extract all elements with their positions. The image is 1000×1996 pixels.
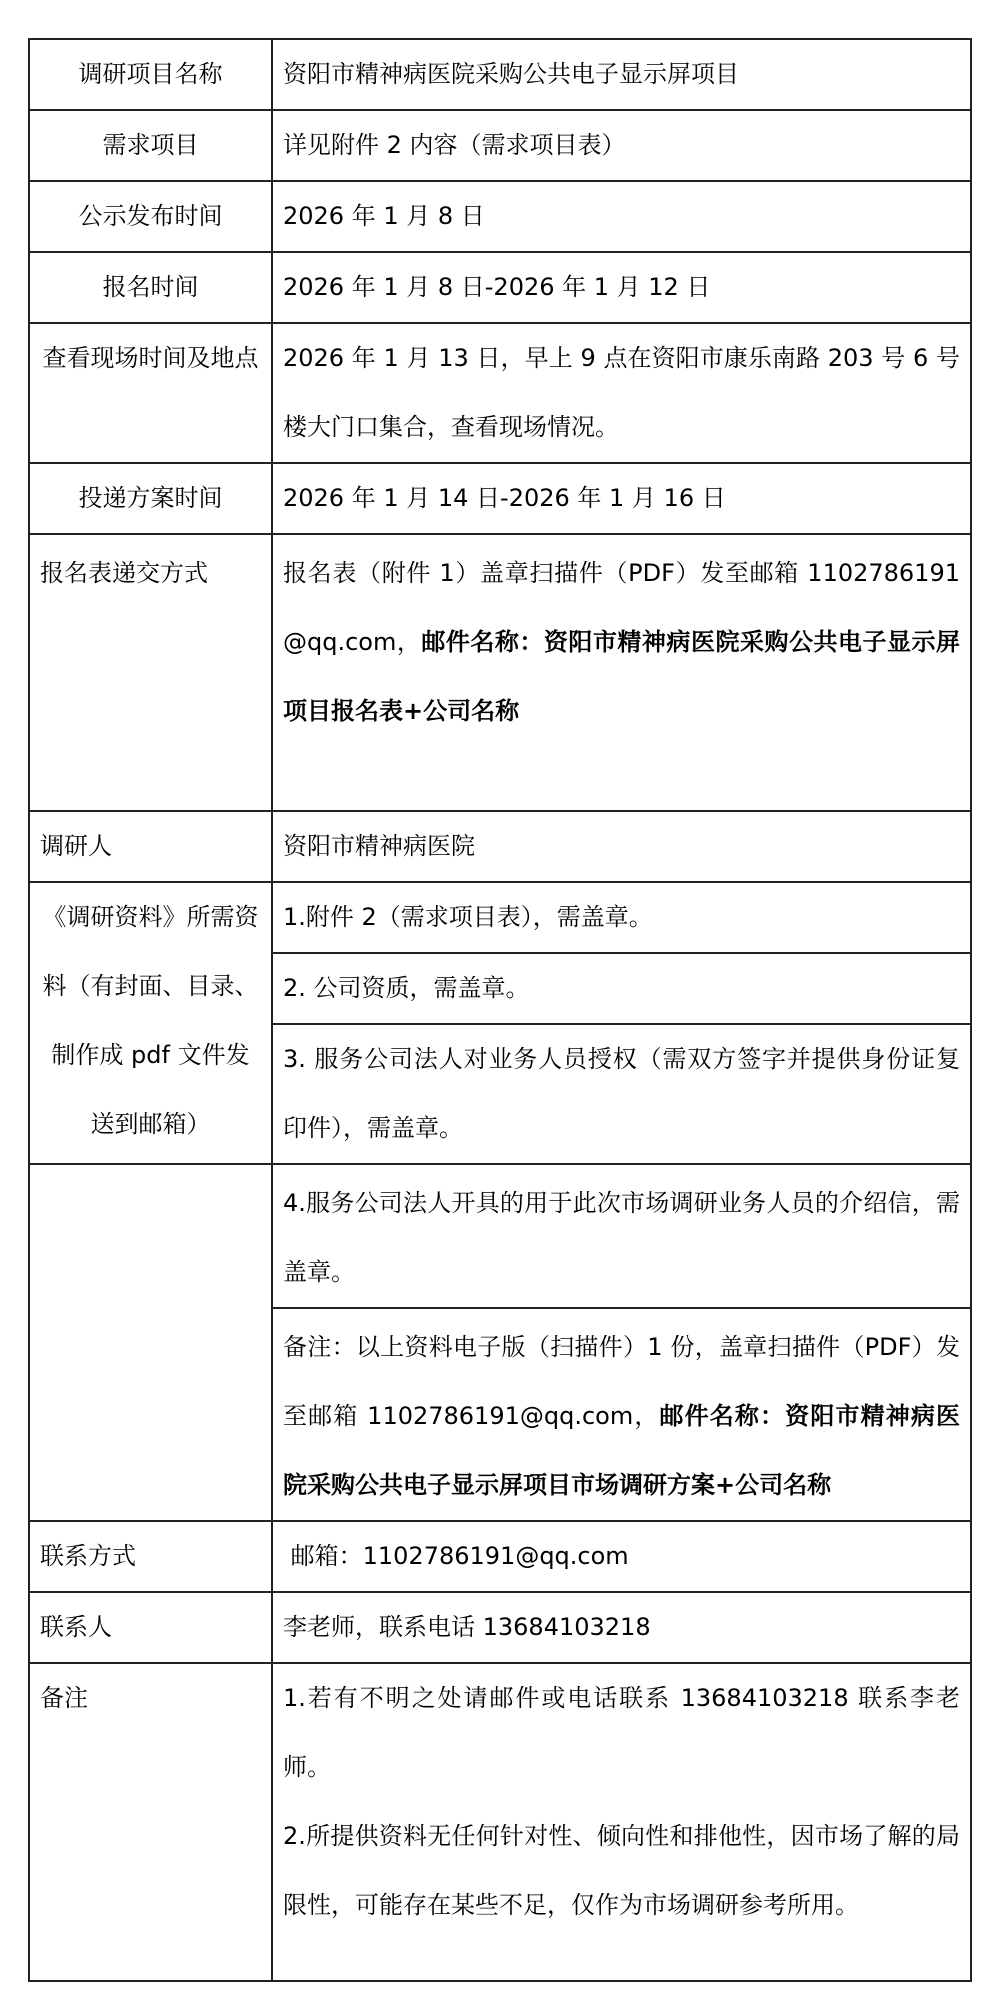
row-site-visit (29, 323, 971, 463)
label-publish-time: 公示发布时间 (29, 181, 272, 252)
materials-item-4: 4.服务公司法人开具的用于此次市场调研业务人员的介绍信，需盖章。 (272, 1164, 971, 1308)
label-materials: 《调研资料》所需资料（有封面、目录、制作成 pdf 文件发送到邮箱） (29, 882, 272, 1164)
label-contact-method: 联系方式 (29, 1521, 272, 1592)
label-requirement: 需求项目 (29, 110, 272, 181)
remark-item-1: 1.若有不明之处请邮件或电话联系 13684103218 联系李老师。 (283, 1684, 960, 1781)
materials-note (272, 1308, 971, 1521)
row-requirement (29, 110, 971, 181)
label-site-visit: 查看现场时间及地点 (29, 323, 272, 463)
value-contact-method: 邮箱：1102786191@qq.com (272, 1521, 971, 1592)
value-signup-time: 2026 年 1 月 8 日-2026 年 1 月 12 日 (272, 252, 971, 323)
value-project-name: 资阳市精神病医院采购公共电子显示屏项目 (272, 39, 971, 110)
research-info-table (28, 38, 972, 1982)
row-proposal-time (29, 463, 971, 534)
row-researcher (29, 811, 971, 882)
label-project-name: 调研项目名称 (29, 39, 272, 110)
value-site-visit: 2026 年 1 月 13 日，早上 9 点在资阳市康乐南路 203 号 6 号楼大门口集合，查看现场情况。 (272, 323, 971, 463)
value-proposal-time: 2026 年 1 月 14 日-2026 年 1 月 16 日 (272, 463, 971, 534)
value-remarks (272, 1663, 971, 1981)
materials-item-1: 1.附件 2（需求项目表），需盖章。 (272, 882, 971, 953)
remark-item-2: 2.所提供资料无任何针对性、倾向性和排他性，因市场了解的局限性，可能存在某些不足，仅作为市场调研参考所用。 (283, 1822, 960, 1919)
signup-form-text: 报名表（附件 1）盖章扫描件（PDF）发至邮箱 1102786191@qq.com， (283, 559, 960, 656)
value-signup-form (272, 534, 971, 811)
value-publish-time: 2026 年 1 月 8 日 (272, 181, 971, 252)
row-remarks (29, 1663, 971, 1981)
label-contact-person: 联系人 (29, 1592, 272, 1663)
value-requirement: 详见附件 2 内容（需求项目表） (272, 110, 971, 181)
row-signup-form (29, 534, 971, 811)
materials-item-3: 3. 服务公司法人对业务人员授权（需双方签字并提供身份证复印件），需盖章。 (272, 1024, 971, 1164)
signup-form-mail-subject: 邮件名称：资阳市精神病医院采购公共电子显示屏项目报名表+公司名称 (283, 628, 961, 725)
label-remarks: 备注 (29, 1663, 272, 1981)
label-researcher: 调研人 (29, 811, 272, 882)
label-signup-form: 报名表递交方式 (29, 534, 272, 811)
row-materials-1 (29, 882, 971, 953)
row-project-name (29, 39, 971, 110)
value-contact-person: 李老师，联系电话 13684103218 (272, 1592, 971, 1663)
materials-note-mail-subject: 邮件名称：资阳市精神病医院采购公共电子显示屏项目市场调研方案+公司名称 (283, 1402, 960, 1499)
row-signup-time (29, 252, 971, 323)
materials-item-2: 2. 公司资质，需盖章。 (272, 953, 971, 1024)
row-contact-person (29, 1592, 971, 1663)
value-researcher: 资阳市精神病医院 (272, 811, 971, 882)
label-proposal-time: 投递方案时间 (29, 463, 272, 534)
row-contact-method (29, 1521, 971, 1592)
label-empty (29, 1164, 272, 1521)
row-publish-time (29, 181, 971, 252)
materials-note-text: 备注：以上资料电子版（扫描件）1 份，盖章扫描件（PDF）发至邮箱 1102786191@qq.com， (283, 1333, 960, 1430)
row-materials-4 (29, 1164, 971, 1308)
label-signup-time: 报名时间 (29, 252, 272, 323)
